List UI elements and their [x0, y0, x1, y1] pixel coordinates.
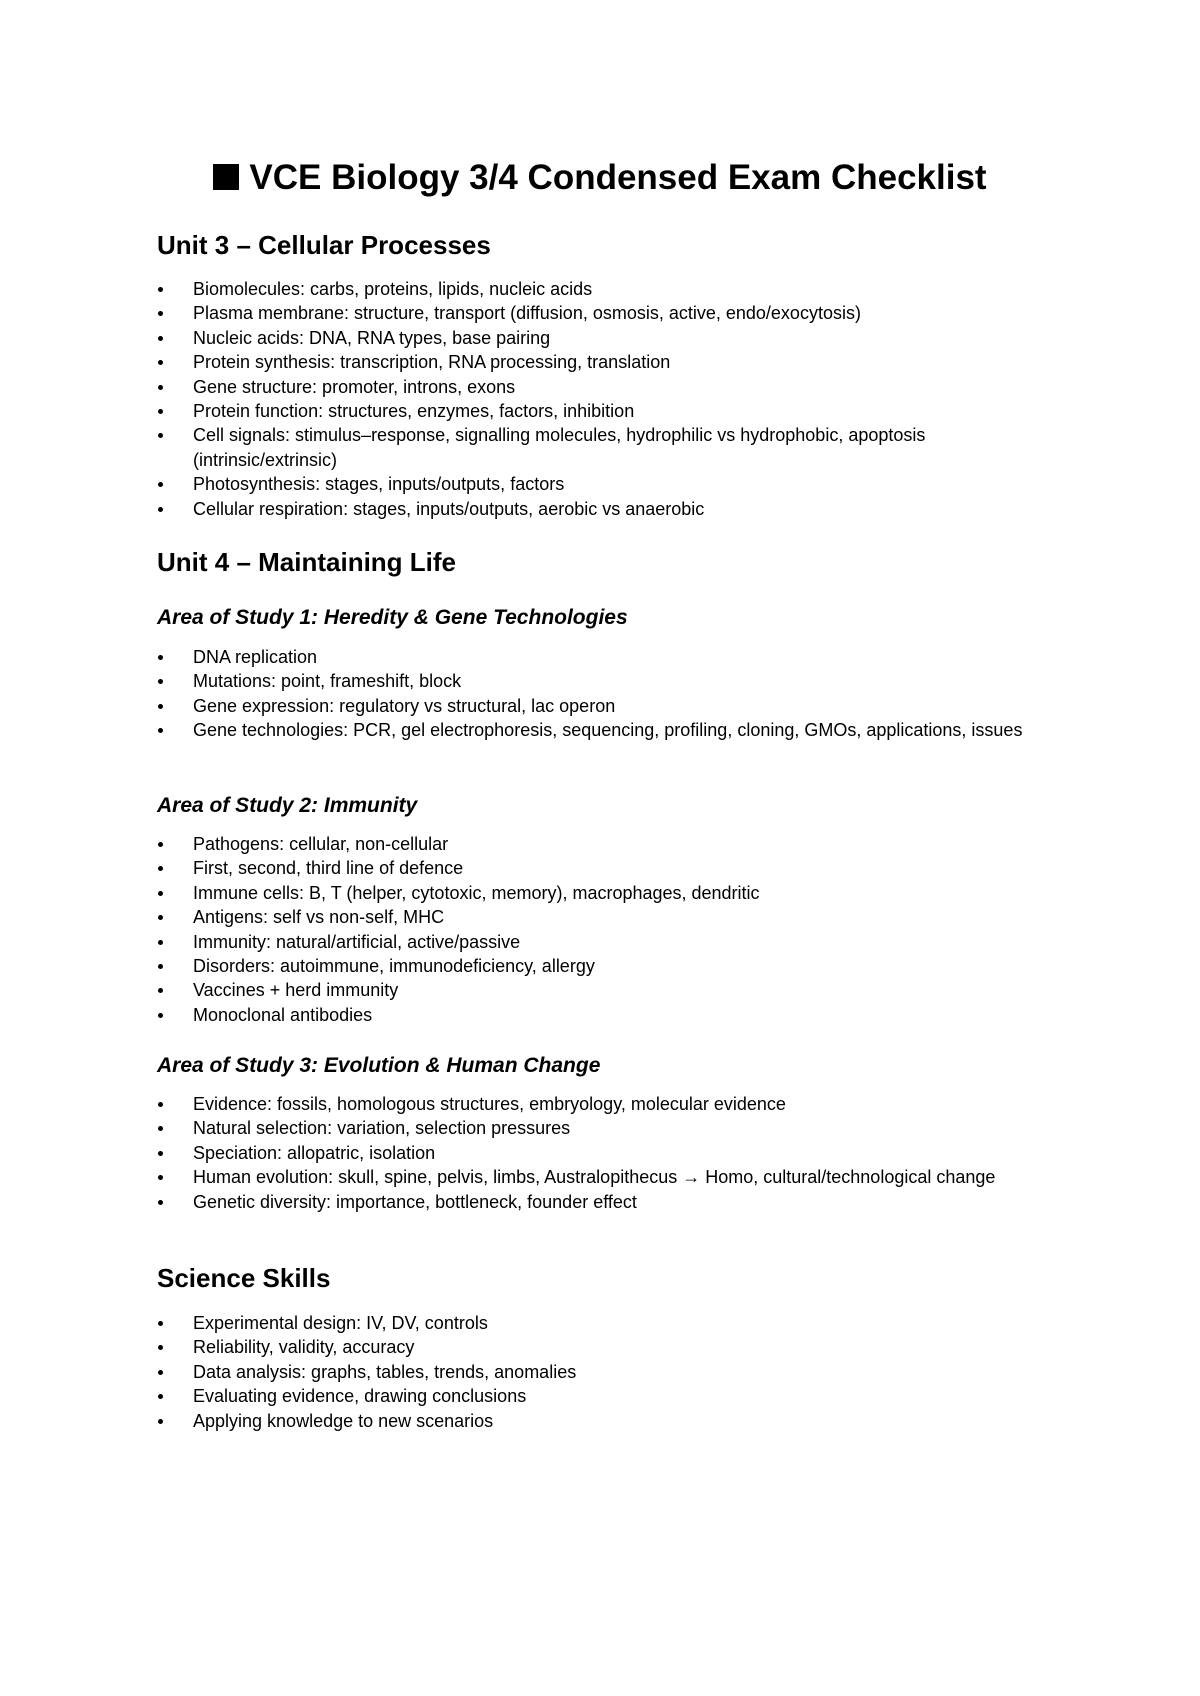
aos3-heading: Area of Study 3: Evolution & Human Change	[157, 1054, 601, 1077]
unit3-list	[157, 277, 1047, 521]
skills-item: Reliability, validity, accuracy	[157, 1335, 1047, 1359]
aos3-item: Evidence: fossils, homologous structures, embryology, molecular evidence	[157, 1092, 1047, 1116]
aos1-heading: Area of Study 1: Heredity & Gene Technologies	[157, 606, 628, 629]
aos1-item: DNA replication	[157, 645, 1047, 669]
unit3-item: Plasma membrane: structure, transport (diffusion, osmosis, active, endo/exocytosis)	[157, 301, 1047, 325]
unit4-heading: Unit 4 – Maintaining Life	[157, 547, 457, 577]
unit3-heading: Unit 3 – Cellular Processes	[157, 230, 491, 260]
skills-item: Data analysis: graphs, tables, trends, anomalies	[157, 1360, 1047, 1384]
unit3-item: Gene structure: promoter, introns, exons	[157, 375, 1047, 399]
aos2-item: Antigens: self vs non-self, MHC	[157, 905, 1047, 929]
aos2-item: Vaccines + herd immunity	[157, 978, 1047, 1002]
document-title-heading	[0, 156, 1200, 200]
unit3-item: Biomolecules: carbs, proteins, lipids, nucleic acids	[157, 277, 1047, 301]
skills-item: Applying knowledge to new scenarios	[157, 1409, 1047, 1433]
aos2-heading: Area of Study 2: Immunity	[157, 794, 418, 817]
aos2-list	[157, 832, 1047, 1027]
aos3-item: Speciation: allopatric, isolation	[157, 1141, 1047, 1165]
aos3-list	[157, 1092, 1047, 1214]
aos2-item: Monoclonal antibodies	[157, 1003, 1047, 1027]
unit3-item: Photosynthesis: stages, inputs/outputs, factors	[157, 472, 1047, 496]
aos1-item: Gene expression: regulatory vs structural, lac operon	[157, 694, 1047, 718]
skills-item: Evaluating evidence, drawing conclusions	[157, 1384, 1047, 1408]
aos2-item: Immune cells: B, T (helper, cytotoxic, memory), macrophages, dendritic	[157, 881, 1047, 905]
unit3-item: Cellular respiration: stages, inputs/outputs, aerobic vs anaerobic	[157, 497, 1047, 521]
aos1-item: Mutations: point, frameshift, block	[157, 669, 1047, 693]
aos2-item: Immunity: natural/artificial, active/passive	[157, 930, 1047, 954]
aos2-item: First, second, third line of defence	[157, 856, 1047, 880]
black-square-icon	[213, 164, 239, 190]
aos3-item: Natural selection: variation, selection pressures	[157, 1116, 1047, 1140]
skills-list	[157, 1311, 1047, 1433]
aos3-item: Genetic diversity: importance, bottleneck, founder effect	[157, 1190, 1047, 1214]
aos2-item: Pathogens: cellular, non-cellular	[157, 832, 1047, 856]
skills-heading: Science Skills	[157, 1263, 331, 1293]
aos1-list	[157, 645, 1047, 743]
unit3-item: Protein function: structures, enzymes, factors, inhibition	[157, 399, 1047, 423]
aos2-item: Disorders: autoimmune, immunodeficiency, allergy	[157, 954, 1047, 978]
unit3-item: Nucleic acids: DNA, RNA types, base pairing	[157, 326, 1047, 350]
aos1-item: Gene technologies: PCR, gel electrophoresis, sequencing, profiling, cloning, GMOs, applications, issues	[157, 718, 1047, 742]
aos3-item: Human evolution: skull, spine, pelvis, limbs, Australopithecus → Homo, cultural/technological change	[157, 1165, 1047, 1189]
unit3-item: Cell signals: stimulus–response, signalling molecules, hydrophilic vs hydrophobic, apoptosis (intrinsic/extrinsic)	[157, 423, 1047, 472]
unit3-item: Protein synthesis: transcription, RNA processing, translation	[157, 350, 1047, 374]
document-title: VCE Biology 3/4 Condensed Exam Checklist	[249, 158, 987, 197]
skills-item: Experimental design: IV, DV, controls	[157, 1311, 1047, 1335]
